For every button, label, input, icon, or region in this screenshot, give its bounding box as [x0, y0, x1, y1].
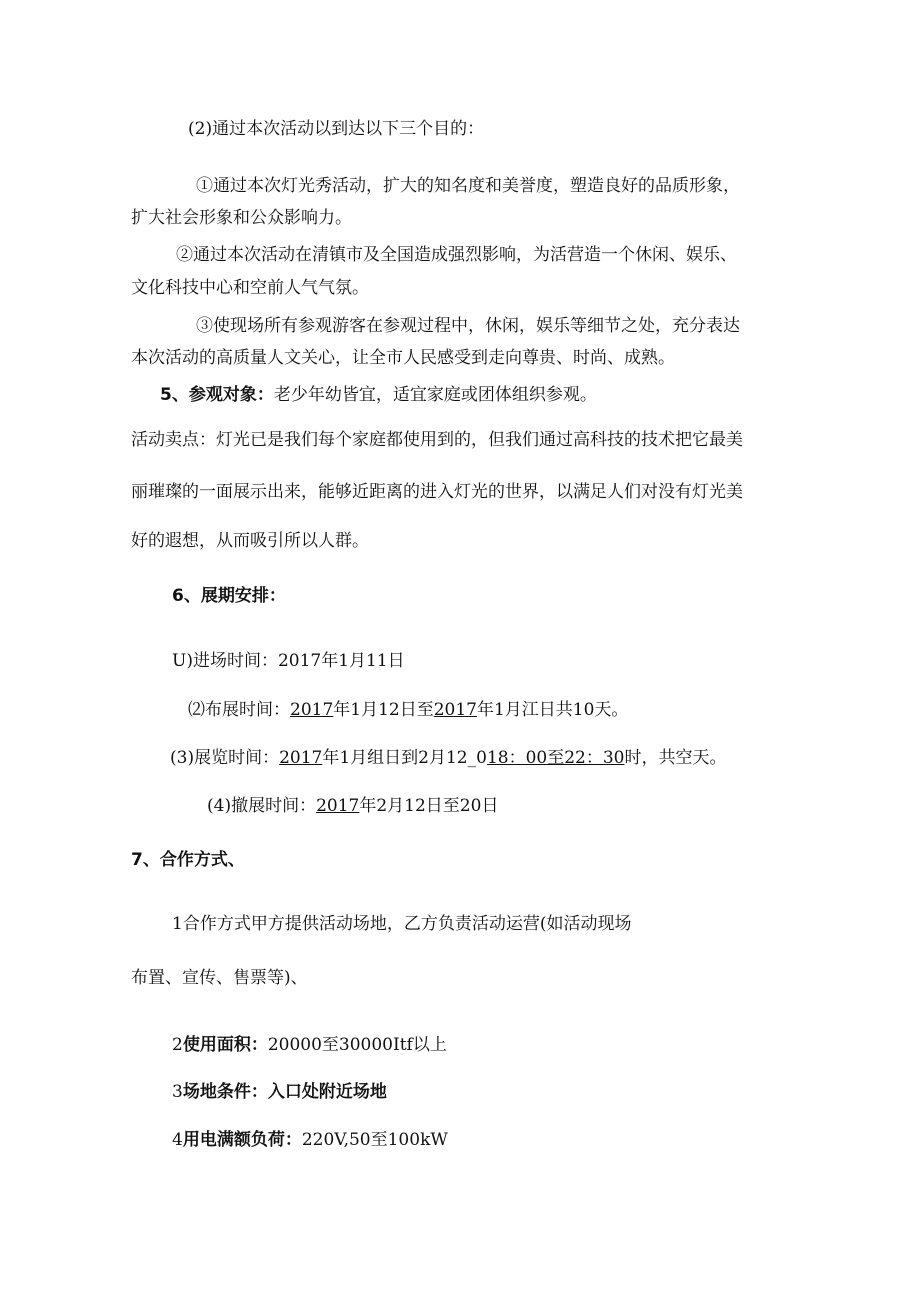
schedule-setup-year-2: 2017 [433, 700, 477, 720]
selling-line-2: 丽璀璨的一面展示出来，能够近距离的进入灯光的世界，以满足人们对没有灯光美 [131, 482, 743, 502]
schedule-heading: 6、展期安排： [172, 586, 286, 606]
schedule-teardown [207, 798, 498, 815]
cooperation-heading: 7、合作方式、 [131, 850, 245, 870]
purpose-item-3-line-2: 本次活动的高质量人文关心，让全市人民感受到走向尊贵、时尚、成熟。 [131, 348, 675, 368]
schedule-setup-year-1: 2017 [290, 700, 334, 720]
schedule-setup [188, 702, 628, 719]
schedule-show-time: 18：00至22：30 [486, 748, 625, 768]
purpose-item-1-line-1: ①通过本次灯光秀活动，扩大的知名度和美誉度，塑造良好的品质形象， [196, 176, 740, 196]
cooperation-item-1-line-1: 1合作方式甲方提供活动场地，乙方负责活动运营(如活动现场 [172, 914, 632, 934]
audience-line [160, 387, 597, 404]
schedule-show [170, 750, 726, 767]
cooperation-item-1-line-2: 布置、宣传、售票等)、 [131, 968, 308, 988]
audience-text: 老少年幼皆宜，适宜家庭或团体组织参观。 [273, 385, 597, 405]
schedule-show-year: 2017 [279, 748, 323, 768]
schedule-show-middle: 年1月组日到2月12_0 [322, 748, 487, 768]
audience-heading: 5、参观对象： [160, 385, 274, 405]
schedule-setup-end: 年1月江日共10天。 [476, 700, 629, 720]
purpose-item-2-line-2: 文化科技中心和空前人气气氛。 [131, 278, 369, 298]
schedule-teardown-end: 年2月12日至20日 [359, 796, 499, 816]
schedule-show-end: 时，共空天。 [624, 748, 727, 768]
purpose-intro: (2)通过本次活动以到达以下三个目的： [188, 119, 485, 139]
selling-line-1: 活动卖点：灯光已是我们每个家庭都使用到的，但我们通过高科技的技术把它最美 [131, 430, 743, 450]
purpose-item-2-line-1: ②通过本次活动在清镇市及全国造成强烈影响，为活营造一个休闲、娱乐、 [176, 245, 737, 265]
cooperation-item-3-label: 场地条件：入口处附近场地 [182, 1082, 387, 1102]
cooperation-item-4-number: 4 [172, 1130, 183, 1150]
schedule-setup-middle: 年1月12日至 [333, 700, 434, 720]
schedule-entry: U)进场时间：2017年1月11日 [172, 651, 405, 671]
cooperation-item-2-number: 2 [172, 1035, 183, 1055]
selling-line-3: 好的遐想，从而吸引所以人群。 [131, 531, 369, 551]
cooperation-item-4-label: 用电满额负荷： [182, 1130, 302, 1150]
cooperation-item-3 [172, 1084, 387, 1101]
cooperation-item-2 [172, 1037, 447, 1054]
cooperation-item-4-value: 220V,50至100kW [301, 1130, 448, 1150]
purpose-item-1-line-2: 扩大社会形象和公众影响力。 [131, 208, 352, 228]
schedule-setup-label: ⑵布展时间： [188, 700, 290, 720]
cooperation-item-2-label: 使用面积： [182, 1035, 268, 1055]
cooperation-item-3-number: 3 [172, 1082, 183, 1102]
cooperation-item-2-value: 20000至30000Itf以上 [267, 1035, 447, 1055]
schedule-teardown-label: (4)撤展时间： [207, 796, 317, 816]
cooperation-item-4 [172, 1132, 448, 1149]
schedule-teardown-year: 2017 [316, 796, 360, 816]
purpose-item-3-line-1: ③使现场所有参观游客在参观过程中，休闲，娱乐等细节之处，充分表达 [196, 316, 740, 336]
schedule-show-label: (3)展览时间： [170, 748, 280, 768]
